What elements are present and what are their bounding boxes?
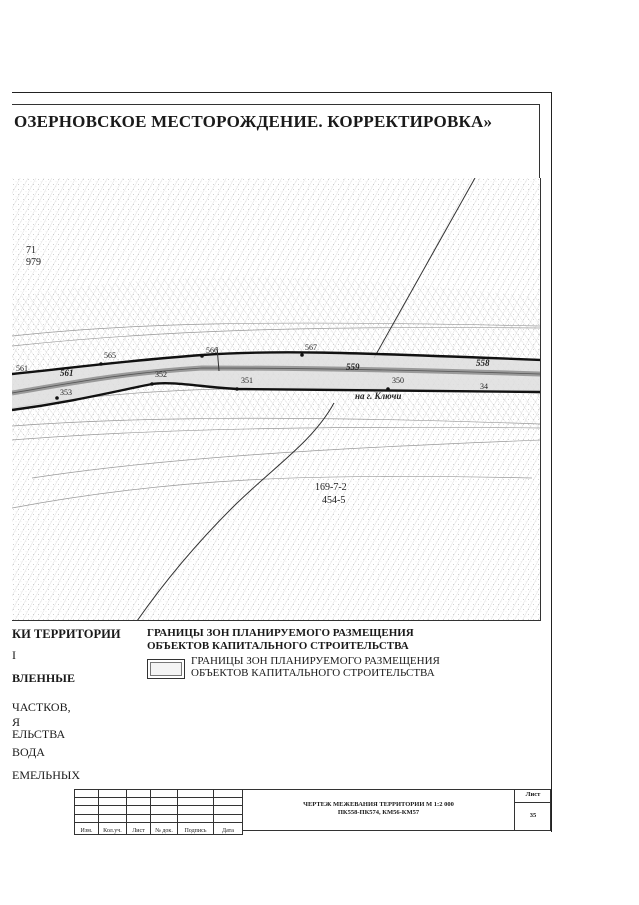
legend-right-title: ГРАНИЦЫ ЗОН ПЛАНИРУЕМОГО РАЗМЕЩЕНИЯ ОБЪЕКТОВ КАПИТАЛЬНОГО СТРОИТЕЛЬСТВА — [147, 627, 414, 652]
survey-point — [200, 354, 204, 358]
column-header: Лист — [127, 822, 151, 834]
column-header: Изм. — [75, 822, 99, 834]
stamp-title-cell — [242, 789, 515, 831]
point-label: 352 — [155, 370, 167, 379]
legend-left-line: Я — [12, 715, 21, 729]
drawing-title: ОЗЕРНОВСКОЕ МЕСТОРОЖДЕНИЕ. КОРРЕКТИРОВКА» — [14, 112, 493, 131]
point-label: 34 — [480, 382, 488, 391]
stamp-sheet-cell — [515, 789, 551, 831]
parcel-label-top-b: 979 — [26, 257, 41, 268]
parcel-label-bottom-a: 169-7-2 — [315, 482, 347, 493]
legend-left-line: ВЛЕННЫЕ — [12, 671, 75, 685]
legend-zone-swatch-fill — [150, 662, 182, 676]
frame-top-line — [12, 92, 552, 93]
survey-point — [99, 362, 103, 366]
sheet-divider — [515, 802, 550, 803]
survey-point — [300, 353, 304, 357]
column-header: Дата — [214, 822, 243, 834]
point-label: 350 — [392, 376, 404, 385]
legend-left-line: ЕМЕЛЬНЫХ — [12, 768, 80, 782]
point-label: 566 — [206, 346, 218, 355]
column-header: Подпись — [178, 822, 214, 834]
revision-table — [74, 789, 243, 835]
revision-row — [75, 790, 243, 798]
revision-row — [75, 798, 243, 806]
legend-left-line: ВОДА — [12, 745, 45, 759]
sheet-label: Лист — [525, 791, 541, 798]
parcel-label-bottom-b: 454-5 — [322, 495, 346, 506]
point-label: 567 — [305, 343, 317, 352]
point-label: 559 — [346, 362, 360, 372]
legend-left-title: КИ ТЕРРИТОРИИ — [12, 627, 121, 641]
point-label: 351 — [241, 376, 253, 385]
title-block — [74, 789, 551, 834]
survey-point — [150, 382, 154, 386]
stamp-drawing-title: ЧЕРТЕЖ МЕЖЕВАНИЯ ТЕРРИТОРИИ М 1:2 000 ПК558-ПК574, КМ56-КМ57 — [303, 801, 454, 816]
point-label: 565 — [104, 351, 116, 360]
point-label: 558 — [476, 358, 490, 368]
point-label: 353 — [60, 388, 72, 397]
revision-header-row — [75, 822, 243, 834]
legend-left-line: ЕЛЬСТВА — [12, 727, 66, 741]
legend-left-line: ЧАСТКОВ, — [12, 700, 71, 714]
road-label: на г. Ключи — [355, 391, 402, 401]
legend-left-line: I — [12, 648, 16, 662]
revision-row — [75, 814, 243, 822]
column-header: № док. — [151, 822, 178, 834]
sheet-number: 35 — [529, 812, 537, 819]
legend-right-item: ГРАНИЦЫ ЗОН ПЛАНИРУЕМОГО РАЗМЕЩЕНИЯ ОБЪЕКТОВ КАПИТАЛЬНОГО СТРОИТЕЛЬСТВА — [191, 655, 440, 679]
parcel-label-top-a: 71 — [26, 245, 36, 256]
map-area — [12, 178, 541, 621]
map-svg — [12, 178, 541, 621]
survey-point — [55, 396, 59, 400]
point-label: 561 — [16, 364, 28, 373]
point-label: 561 — [60, 368, 74, 378]
revision-row — [75, 806, 243, 814]
survey-point — [235, 387, 239, 391]
column-header: Кол.уч. — [99, 822, 127, 834]
frame-right-line — [551, 92, 552, 832]
